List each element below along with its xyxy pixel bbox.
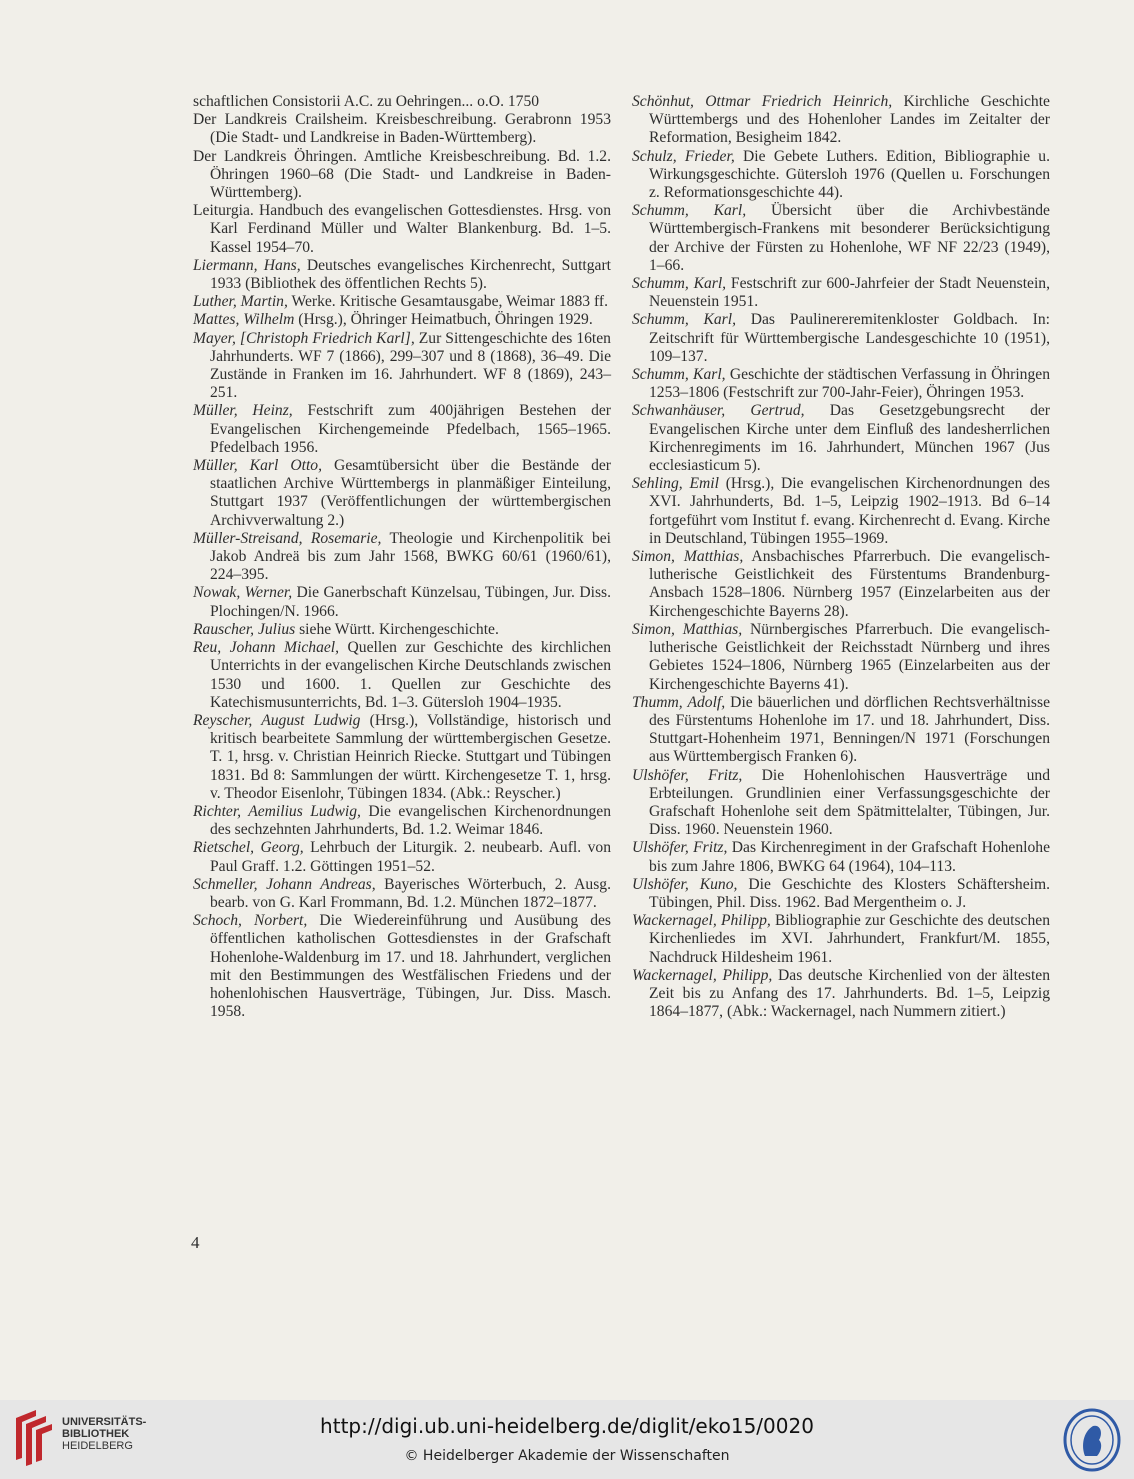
- entry-text: Die Wiedereinführung und Ausübung des öffentlichen katholischen Gottesdienstes in der Grafschaft Hohenlohe-Waldenburg im 17. und 18. Jahrhundert, verglichen mit den Bestimmungen des Westfälischen Friedens und der hohenlohischen Hausverträge, Tübingen, Jur. Diss. Masch. 1958.: [210, 912, 611, 1021]
- entry-text: Bibliographie zur Geschichte des deutschen Kirchenliedes im XVI. Jahrhundert, Frankfurt/M. 1855, Nachdruck Hildesheim 1961.: [649, 912, 1050, 966]
- entry-author: Liermann, Hans,: [193, 256, 301, 274]
- bibliography-entry: [193, 457, 611, 530]
- entry-text: Kirchliche Geschichte Württembergs und des Hohenloher Landes im Zeitalter der Reformation, Besigheim 1842.: [649, 93, 1050, 147]
- entry-text: Leiturgia. Handbuch des evangelischen Gottesdienstes. Hrsg. von Karl Ferdinand Müller und Walter Blankenburg. Bd. 1–5. Kassel 1954–70.: [193, 202, 611, 256]
- bibliography-entry: [193, 530, 611, 585]
- bibliography-entry: [193, 311, 611, 329]
- entry-author: Richter, Aemilius Ludwig,: [193, 802, 361, 820]
- entry-text: Geschichte der städtischen Verfassung in Öhringen 1253–1806 (Festschrift zur 700-Jahr-Feier), Öhringen 1953.: [649, 366, 1050, 402]
- bibliography-entry: [632, 694, 1050, 767]
- entry-text: Die Gebete Luthers. Edition, Bibliographie u. Wirkungsgeschichte. Gütersloh 1976 (Quellen u. Forschungen z. Reformationsgeschichte 44).: [649, 147, 1050, 202]
- entry-author: Rauscher, Julius: [193, 620, 296, 638]
- bibliography-entry: [193, 293, 611, 311]
- entry-text: Die bäuerlichen und dörflichen Rechtsverhältnisse des Fürstentums Hohenlohe im 17. und 18. Jahrhundert, Diss. Stuttgart-Hohenheim 1971, Benningen/N 1971 (Forschungen aus Württembergisch Franken 6).: [649, 693, 1050, 766]
- entry-author: Mayer, [Christoph Friedrich Karl],: [193, 329, 415, 347]
- entry-text: Theologie und Kirchenpolitik bei Jakob Andreä bis zum Jahr 1568, BWKG 60/61 (1960/61), 224–395.: [210, 529, 611, 584]
- entry-text: Das deutsche Kirchenlied von der ältesten Zeit bis zu Anfang des 17. Jahrhunderts. Bd. 1–5, Leipzig 1864–1877, (Abk.: Wackernagel, nach Nummern zitiert.): [649, 966, 1050, 1021]
- bibliography-entry: [632, 475, 1050, 548]
- entry-author: Reyscher, August Ludwig: [193, 711, 361, 729]
- entry-author: Müller-Streisand, Rosemarie,: [193, 529, 382, 547]
- bibliography-entry: [193, 712, 611, 803]
- bibliography-left-column: [193, 93, 611, 1021]
- entry-text: Die Ganerbschaft Künzelsau, Tübingen, Jur. Diss. Plochingen/N. 1966.: [210, 584, 611, 620]
- entry-author: Ulshöfer, Fritz,: [632, 839, 728, 857]
- bibliography-entry: [193, 839, 611, 875]
- entry-author: Ulshöfer, Fritz,: [632, 766, 743, 784]
- entry-text: Ansbachisches Pfarrerbuch. Die evangelisch-lutherische Geistlichkeit des Fürstentums Brandenburg-Ansbach 1528–1806. Nürnberg 1957 (Einzelarbeiten aus der Kirchengeschichte Bayerns 28).: [649, 548, 1050, 620]
- entry-author: Ulshöfer, Kuno,: [632, 875, 738, 893]
- entry-author: Schoch, Norbert,: [193, 912, 308, 930]
- bibliography-entry: [632, 93, 1050, 148]
- entry-author: Wackernagel, Philipp,: [632, 966, 773, 984]
- entry-text: Werke. Kritische Gesamtausgabe, Weimar 1883 ff.: [287, 293, 608, 311]
- bibliography-entry: [193, 876, 611, 912]
- bibliography-entry: [632, 839, 1050, 875]
- entry-author: Müller, Heinz,: [193, 402, 293, 420]
- entry-text: Nürnbergisches Pfarrerbuch. Die evangelisch-lutherische Geistlichkeit der Reichsstadt Nürnberg und ihres Gebietes 1524–1806, Nürnberg 1965 (Einzelarbeiten aus der Kirchengeschichte Bayerns 41).: [649, 620, 1050, 693]
- bibliography-entry: [632, 967, 1050, 1022]
- entry-author: Müller, Karl Otto,: [193, 457, 322, 475]
- library-name-line2: BIBLIOTHEK: [62, 1428, 130, 1440]
- entry-author: Schumm, Karl,: [632, 275, 727, 293]
- footer-bar: [0, 1400, 1134, 1479]
- entry-author: Schönhut, Ottmar Friedrich Heinrich,: [632, 93, 893, 110]
- bibliography-entry: [193, 202, 611, 257]
- library-name-line1: UNIVERSITÄTS-: [62, 1416, 147, 1428]
- entry-text: schaftlichen Consistorii A.C. zu Oehringen... o.O. 1750: [193, 93, 540, 110]
- bibliography-entry: [193, 639, 611, 712]
- bibliography-entry: [632, 275, 1050, 311]
- bibliography-entry: [193, 584, 611, 620]
- library-name-line3: HEIDELBERG: [62, 1440, 133, 1452]
- bibliography-entry: [193, 93, 611, 111]
- entry-author: Luther, Martin,: [193, 293, 288, 311]
- bibliography-entry: [193, 330, 611, 403]
- entry-text: Quellen zur Geschichte des kirchlichen Unterrichts in der evangelischen Kirche Deutschlands zwischen 1530 und 1600. 1. Quellen zur Geschichte des Katechismusunterrichts, Bd. 1–3. Gütersloh 1904–1935.: [210, 639, 611, 711]
- bibliography-entry: [632, 402, 1050, 475]
- bibliography-entry: [632, 876, 1050, 912]
- entry-author: Nowak, Werner,: [193, 584, 293, 602]
- entry-text: Die Geschichte des Klosters Schäftersheim. Tübingen, Phil. Diss. 1962. Bad Mergentheim o. J.: [649, 875, 1050, 911]
- entry-author: Simon, Matthias,: [632, 548, 744, 566]
- entry-author: Schulz, Frieder,: [632, 147, 735, 165]
- entry-text: Der Landkreis Crailsheim. Kreisbeschreibung. Gerabronn 1953 (Die Stadt- und Landkreise in Baden-Württemberg).: [193, 111, 611, 147]
- bibliography-entry: [632, 366, 1050, 402]
- entry-text: Das Paulinereremitenkloster Goldbach. In: Zeitschrift für Württembergische Landesgeschichte 10 (1951), 109–137.: [649, 311, 1050, 365]
- bibliography-entry: [632, 548, 1050, 621]
- entry-text: (Hrsg.), Öhringer Heimatbuch, Öhringen 1929.: [294, 311, 593, 329]
- entry-text: Die Hohenlohischen Hausverträge und Erbteilungen. Grundlinien einer Verfassungsgeschichte der Grafschaft Hohenlohe seit dem Spätmittelalter, Tübingen, Jur. Diss. 1960. Neuenstein 1960.: [649, 766, 1050, 839]
- entry-text: Festschrift zur 600-Jahrfeier der Stadt Neuenstein, Neuenstein 1951.: [649, 275, 1050, 311]
- entry-author: Mattes, Wilhelm: [193, 311, 295, 329]
- academy-seal-icon: [1063, 1408, 1121, 1472]
- entry-text: (Hrsg.), Vollständige, historisch und kritisch bearbeitete Sammlung der württembergischen Gesetze. T. 1, hrsg. v. Christian Heinrich Riecke. Stuttgart und Tübingen 1831. Bd 8: Sammlungen der württ. Kirchengesetze T. 1, hrsg. v. Theodor Eisenlohr, Tübingen 1834. (Abk.: Reyscher.): [210, 711, 611, 802]
- entry-author: Reu, Johann Michael,: [193, 639, 340, 657]
- entry-text: Der Landkreis Öhringen. Amtliche Kreisbeschreibung. Bd. 1.2. Öhringen 1960–68 (Die Stadt- und Landkreise in Baden-Württemberg).: [193, 147, 611, 202]
- bibliography-entry: [632, 621, 1050, 694]
- entry-author: Schwanhäuser, Gertrud,: [632, 402, 805, 420]
- entry-author: Thumm, Adolf,: [632, 693, 726, 711]
- page-number: 4: [191, 1233, 200, 1252]
- permalink-url[interactable]: http://digi.ub.uni-heidelberg.de/diglit/eko15/0020: [320, 1414, 814, 1438]
- entry-text: Das Gesetzgebungsrecht der Evangelischen Kirche unter dem Einfluß des landesherrlichen Kirchenregiments im 16. Jahrhundert, München 1967 (Jus ecclesiasticum 5).: [649, 402, 1050, 475]
- entry-text: Festschrift zum 400jährigen Bestehen der Evangelischen Kirchengemeinde Pfedelbach, 1565–1965. Pfedelbach 1956.: [210, 402, 611, 456]
- entry-text: Zur Sittengeschichte des 16ten Jahrhunderts. WF 7 (1866), 299–307 und 8 (1868), 36–49. Die Zustände in Franken im 16. Jahrhundert. WF 8 (1869), 243–251.: [210, 329, 611, 402]
- entry-text: Lehrbuch der Liturgik. 2. neubearb. Aufl. von Paul Graff. 1.2. Göttingen 1951–52.: [210, 839, 611, 875]
- entry-author: Schmeller, Johann Andreas,: [193, 875, 376, 893]
- bibliography-entry: [632, 912, 1050, 967]
- entry-author: Sehling, Emil: [632, 475, 719, 493]
- bibliography-entry: [193, 803, 611, 839]
- bibliography-right-column: [632, 93, 1050, 1021]
- bibliography-entry: [193, 148, 611, 203]
- entry-text: Das Kirchenregiment in der Grafschaft Hohenlohe bis zum Jahre 1806, BWKG 64 (1964), 104–113.: [649, 839, 1050, 875]
- bibliography-entry: [632, 202, 1050, 275]
- copyright-notice: © Heidelberger Akademie der Wissenschaften: [404, 1448, 730, 1464]
- bibliography-entry: [193, 257, 611, 293]
- bibliography-entry: [632, 767, 1050, 840]
- entry-author: Rietschel, Georg,: [193, 839, 304, 857]
- entry-text: siehe Württ. Kirchengeschichte.: [295, 620, 499, 638]
- entry-text: Gesamtübersicht über die Bestände der staatlichen Archive Württembergs in planmäßiger Einteilung, Stuttgart 1937 (Veröffentlichungen der württembergischen Archivverwaltung 2.): [210, 457, 611, 529]
- entry-author: Schumm, Karl,: [632, 202, 747, 220]
- bibliography-entry: [193, 621, 611, 639]
- bibliography-entry: [193, 111, 611, 147]
- bibliography-entry: [632, 148, 1050, 203]
- entry-author: Schumm, Karl,: [632, 311, 736, 329]
- entry-author: Wackernagel, Philipp,: [632, 912, 771, 930]
- bibliography-entry: [193, 912, 611, 1021]
- entry-text: Bayerisches Wörterbuch, 2. Ausg. bearb. von G. Karl Frommann, Bd. 1.2. München 1872–1877.: [210, 875, 611, 911]
- entry-author: Schumm, Karl,: [632, 366, 726, 384]
- entry-author: Simon, Matthias,: [632, 620, 743, 638]
- entry-text: Übersicht über die Archivbestände Württembergisch-Frankens mit besonderer Berücksichtigung der Archive der Fürsten zu Hohenlohe, WF NF 22/23 (1949), 1–66.: [649, 202, 1050, 274]
- entry-text: (Hrsg.), Die evangelischen Kirchenordnungen des XVI. Jahrhunderts, Bd. 1–5, Leipzig 1902–1913. Bd 6–14 fortgeführt vom Institut f. evang. Kirchenrecht d. Evang. Kirche in Deutschland, Tübingen 1955–1969.: [649, 475, 1050, 547]
- bibliography-entry: [632, 311, 1050, 366]
- bibliography-entry: [193, 402, 611, 457]
- entry-text: Die evangelischen Kirchenordnungen des sechzehnten Jahrhunderts, Bd. 1.2. Weimar 1846.: [210, 802, 611, 839]
- entry-text: Deutsches evangelisches Kirchenrecht, Suttgart 1933 (Bibliothek des öffentlichen Rechts 5).: [210, 256, 611, 293]
